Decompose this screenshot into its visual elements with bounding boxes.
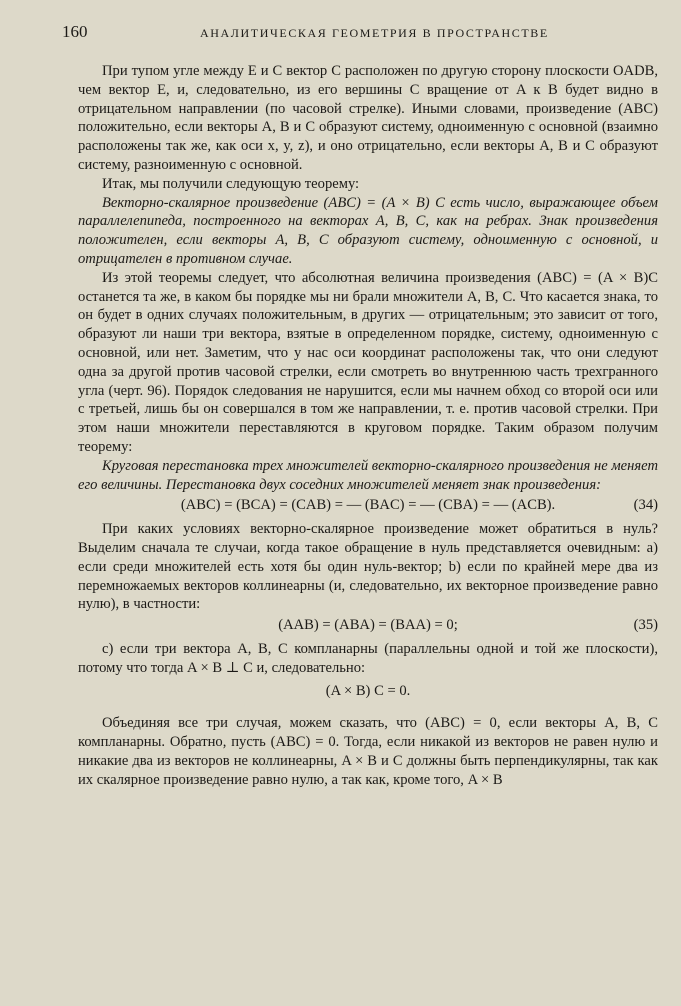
- theorem-volume: Векторно-скалярное произведение (ABC) = (A × B) C есть число, выражающее объем параллелепипеда, построенного на векторах A, B, C, как на ребрах. Знак произведения положителен, если векторы A, B, C образуют систему, одноименную с основной, и отрицателен в противном случае.: [78, 194, 658, 267]
- equation-35-number: (35): [633, 617, 658, 634]
- page-header: [62, 22, 652, 46]
- paragraph-combined: Объединяя все три случая, можем сказать, что (ABC) = 0, если векторы A, B, C компланарны. Обратно, пусть (ABC) = 0. Тогда, если никакой из векторов не равен нулю и никакие два из векторов не коллинеарны, A × B и C должны быть перпендикулярны, так как их скалярное произведение равно нулю, а так как, кроме того, A × B: [78, 715, 658, 788]
- equation-34: [78, 496, 658, 515]
- paragraph-coplanar-case: c) если три вектора A, B, C компланарны (параллельны одной и той же плоскости), потому что тогда A × B ⊥ C и, следовательно:: [78, 640, 658, 676]
- equation-34-number: (34): [633, 497, 658, 514]
- paragraph-consequence: Из этой теоремы следует, что абсолютная величина произведения (ABC) = (A × B)C останется та же, в каком бы порядке мы ни брали множители A, B, C. Что касается знака, то он будет в одних случаях положительным, в других — отрицательным; это зависит от того, образуют ли наши три вектора, взятые в определенном порядке, систему, одноименную с основной, или нет. Заметим, что у нас оси координат расположены так, что они следуют одна за другой против часовой стрелки, если смотреть во внутреннюю часть трехгранного угла (черт. 96). Порядок следования не нарушится, если мы начнем обход со второй оси или с третьей, лишь бы он совершался в том же направлении, т. е. против часовой стрелки. При этом наши множители переставляются в круговом порядке. Таким образом получим теорему:: [78, 269, 658, 455]
- paragraph-intro-theorem: Итак, мы получили следующую теорему:: [102, 175, 360, 192]
- paragraph-zero-conditions: При каких условиях векторно-скалярное произведение может обратиться в нуль? Выделим сначала те случаи, когда такое обращение в нуль представляется очевидным: a) если среди множителей есть хотя бы один нуль-вектор; b) если по крайней мере два из перемножаемых векторов коллинеарны (и, следовательно, их векторное произведение равно нулю), в частности:: [78, 521, 658, 613]
- equation-34-body: (ABC) = (BCA) = (CAB) = — (BAC) = — (CBA) = — (ACB).: [180, 497, 556, 514]
- equation-35: [78, 616, 658, 635]
- equation-35-body: (AAB) = (ABA) = (BAA) = 0;: [278, 617, 458, 634]
- equation-coplanar-body: (A × B) C = 0.: [325, 682, 411, 699]
- theorem-permutation: Круговая перестановка трех множителей векторно-скалярного произведения не меняет его величины. Перестановка двух соседних множителей меняет знак произведения:: [78, 457, 658, 493]
- page-number: 160: [62, 22, 88, 41]
- paragraph-orientation: При тупом угле между E и C вектор C расположен по другую сторону плоскости OADB, чем вектор E, и, следовательно, из его вершины C вращение от A к B будет видно в отрицательном направлении (по часовой стрелке). Иными словами, произведение (ABC) положительно, если векторы A, B и C образуют систему, одноименную с основной (взаимно расположены так же, как оси x, y, z), и оно отрицательно, если векторы A, B и C образуют систему, разноименную с основной.: [78, 63, 658, 173]
- equation-coplanar: [78, 682, 658, 701]
- running-head: АНАЛИТИЧЕСКАЯ ГЕОМЕТРИЯ В ПРОСТРАНСТВЕ: [200, 26, 549, 40]
- page-body: [78, 62, 658, 789]
